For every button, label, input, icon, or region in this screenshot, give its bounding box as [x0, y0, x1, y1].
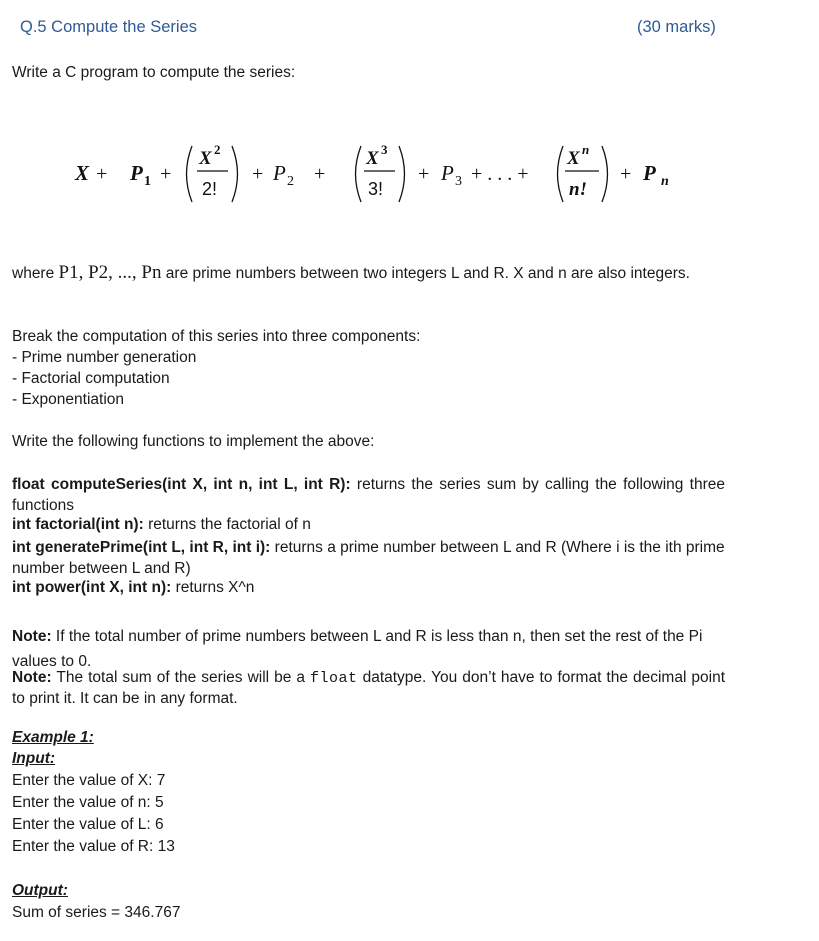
component-item: - Factorial computation: [12, 370, 170, 387]
note-2-text-a: The total sum of the series will be a: [56, 669, 305, 686]
input-label: Input:: [12, 750, 56, 767]
intro-text: Write a C program to compute the series:: [12, 64, 296, 81]
formula-plus-3: +: [252, 163, 264, 185]
paren-right-icon: [232, 146, 238, 202]
input-line: Enter the value of R: 13: [12, 838, 175, 855]
function-factorial: [12, 516, 311, 534]
formula-plus-5: +: [418, 163, 430, 185]
functions-intro: Write the following functions to implement the above:: [12, 433, 375, 450]
formula-p1: P: [130, 161, 143, 185]
term2-denominator: 3!: [368, 179, 384, 199]
termn-denominator: n!: [569, 179, 587, 200]
where-prefix: where: [12, 265, 55, 282]
termn-exponent: n: [582, 142, 590, 157]
formula-plus-1: +: [96, 163, 108, 185]
power-description: returns X^n: [175, 579, 255, 596]
output-line: Sum of series = 346.767: [12, 904, 181, 921]
formula-p2: P: [273, 161, 286, 185]
example-title: Example 1:: [12, 729, 94, 746]
marks-label: (30 marks): [637, 18, 716, 36]
factorial-description: returns the factorial of n: [148, 516, 311, 533]
series-formula: [0, 140, 819, 208]
formula-plus-4: +: [314, 163, 326, 185]
note-2-text-b: datatype. You don’t have to format the decimal point to print it. It can be in any format.: [12, 669, 726, 707]
note-1: [12, 624, 725, 674]
where-vars: P1, P2, ..., Pn: [58, 262, 162, 283]
paren-right-icon: [399, 146, 405, 202]
note-1-text: If the total number of prime numbers between L and R is less than n, then set the rest of the Pi values to 0.: [12, 628, 703, 670]
termn-numerator: X: [567, 148, 580, 169]
compute-signature: float computeSeries(int X, int n, int L, int R):: [12, 476, 351, 493]
formula-plus-6: +: [620, 163, 632, 185]
formula-pn: P: [643, 161, 656, 185]
function-generate-prime: [12, 537, 725, 579]
term1-denominator: 2!: [202, 179, 218, 199]
component-item: - Exponentiation: [12, 391, 125, 408]
term2-exponent: 3: [381, 142, 388, 157]
note-label: Note:: [12, 628, 52, 645]
formula-p3-sub: 3: [455, 174, 462, 189]
compute-description: returns the series sum by calling the following three functions: [12, 476, 725, 514]
formula-p1-sub: 1: [144, 174, 151, 189]
formula-plus-2: +: [160, 163, 172, 185]
input-line: Enter the value of L: 6: [12, 816, 164, 833]
term1-numerator: X: [199, 148, 212, 169]
formula-p2-sub: 2: [287, 174, 294, 189]
paren-left-icon: [356, 146, 362, 202]
input-line: Enter the value of n: 5: [12, 794, 164, 811]
components-heading: Break the computation of this series into three components:: [12, 328, 421, 345]
prime-signature: int generatePrime(int L, int R, int i):: [12, 539, 271, 556]
where-paragraph: [12, 262, 725, 285]
note-label: Note:: [12, 669, 52, 686]
formula-pn-sub: n: [661, 174, 669, 189]
formula-x: X: [75, 161, 90, 185]
function-compute-series: [12, 474, 725, 516]
factorial-signature: int factorial(int n):: [12, 516, 144, 533]
paren-left-icon: [187, 146, 193, 202]
output-label: Output:: [12, 882, 68, 899]
power-signature: int power(int X, int n):: [12, 579, 172, 596]
term1-exponent: 2: [214, 142, 221, 157]
component-item: - Prime number generation: [12, 349, 197, 366]
term2-numerator: X: [366, 148, 379, 169]
question-title: Q.5 Compute the Series: [20, 18, 198, 36]
note-2-type: float: [310, 670, 358, 687]
prime-description: returns a prime number between L and R (Where i is the ith prime number between L and R): [12, 539, 725, 577]
input-line: Enter the value of X: 7: [12, 772, 166, 789]
formula-p3: P: [441, 161, 454, 185]
paren-right-icon: [602, 146, 608, 202]
paren-left-icon: [558, 146, 564, 202]
note-2: [12, 668, 725, 709]
formula-ellipsis: + . . . +: [471, 163, 529, 185]
where-rest: are prime numbers between two integers L and R. X and n are also integers.: [165, 265, 690, 282]
function-power: [12, 579, 254, 597]
